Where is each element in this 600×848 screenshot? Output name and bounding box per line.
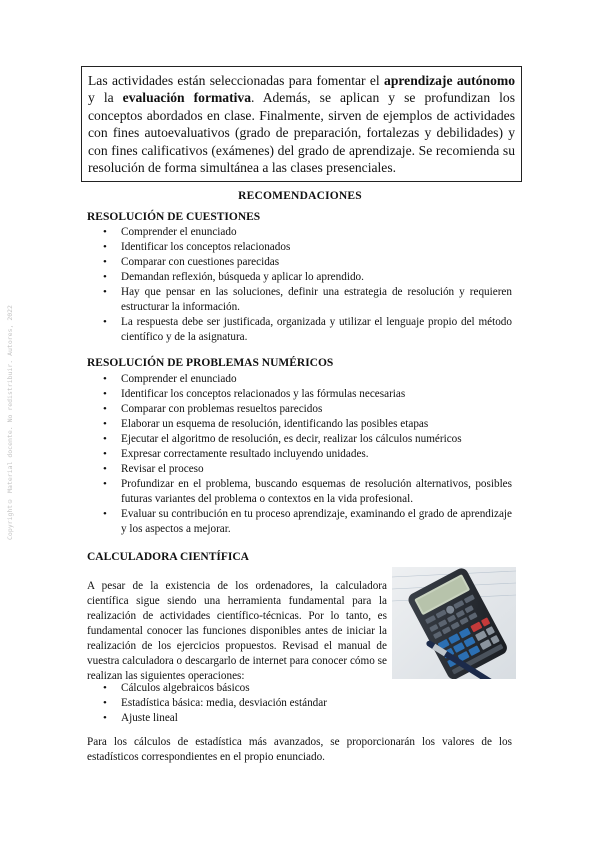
calculadora-heading: CALCULADORA CIENTÍFICA <box>87 551 249 563</box>
list-item: • Comprender el enunciado <box>103 226 237 238</box>
intro-box <box>81 66 522 182</box>
recomendaciones-title: RECOMENDACIONES <box>238 190 362 202</box>
list-item: • Demandan reflexión, búsqueda y aplicar lo aprendido. <box>103 271 364 283</box>
final-paragraph: Para los cálculos de estadística más avanzados, se proporcionarán los valores de los estadísticos correspondientes en el propio enunciado. <box>87 736 512 763</box>
intro-text-3: . Además, se aplican y se profundizan los conceptos abordados en clase. Finalmente, sirven de ejemplos de actividades con fines autoevaluativos (grado de preparación, fortalezas y debilidades) y con fines calificativos (exámenes) del grado de aprendizaje. Se recomienda su resolución de forma simultánea a las clases presenciales. <box>88 90 516 176</box>
list-item: • Identificar los conceptos relacionados <box>103 241 291 253</box>
intro-bold-evaluacion: evaluación formativa <box>122 90 252 106</box>
copyright-watermark: Copyright© Material docente. No redistribuir. Autores, 2022 <box>6 305 14 540</box>
problemas-heading: RESOLUCIÓN DE PROBLEMAS NUMÉRICOS <box>87 357 334 369</box>
list-item: • Ejecutar el algoritmo de resolución, es decir, realizar los cálculos numéricos <box>103 433 462 445</box>
list-item: • Comparar con cuestiones parecidas <box>103 256 280 268</box>
calculator-image <box>392 567 516 679</box>
calculadora-paragraph: A pesar de la existencia de los ordenadores, la calculadora científica sigue siendo una herramienta fundamental para la realización de actividades científico-técnicas. Por lo tanto, es fundamental conocer las funciones disponibles antes de iniciar la realización de los ejercicios propuestos. Revisad el manual de vuestra calculadora o descargarlo de internet para conocer cómo se realizan las siguientes operaciones: <box>87 580 387 682</box>
list-item: • Estadística básica: media, desviación estándar <box>103 697 327 709</box>
list-item: • Cálculos algebraicos básicos <box>103 682 250 694</box>
list-item: • Expresar correctamente resultado incluyendo unidades. <box>103 448 369 460</box>
cuestiones-list <box>88 225 512 345</box>
list-item: • Comparar con problemas resueltos parecidos <box>103 403 323 415</box>
list-item: • Revisar el proceso <box>103 463 204 475</box>
list-item: • Hay que pensar en las soluciones, definir una estrategia de resolución y requieren estructurar la información. <box>103 286 512 313</box>
list-item: • Profundizar en el problema, buscando esquemas de resolución alternativos, posibles futuras variantes del problema o contextos en la vida profesional. <box>103 478 512 505</box>
cuestiones-heading: RESOLUCIÓN DE CUESTIONES <box>87 211 261 223</box>
intro-bold-aprendizaje: aprendizaje autónomo <box>384 73 515 88</box>
list-item: • Ajuste lineal <box>103 712 178 724</box>
list-item: • Identificar los conceptos relacionados y las fórmulas necesarias <box>103 388 406 400</box>
calculadora-list <box>88 681 512 726</box>
intro-text-2: y la <box>88 90 123 106</box>
list-item: • La respuesta debe ser justificada, organizada y utilizar el lenguaje propio del método científico y de la asignatura. <box>103 316 512 343</box>
intro-text-1: Las actividades están seleccionadas para fomentar el <box>88 73 385 88</box>
list-item: • Comprender el enunciado <box>103 373 237 385</box>
problemas-list <box>88 372 512 537</box>
list-item: • Elaborar un esquema de resolución, identificando las posibles etapas <box>103 418 429 430</box>
list-item: • Evaluar su contribución en tu proceso aprendizaje, examinando el grado de aprendizaje y los aspectos a mejorar. <box>103 508 512 535</box>
